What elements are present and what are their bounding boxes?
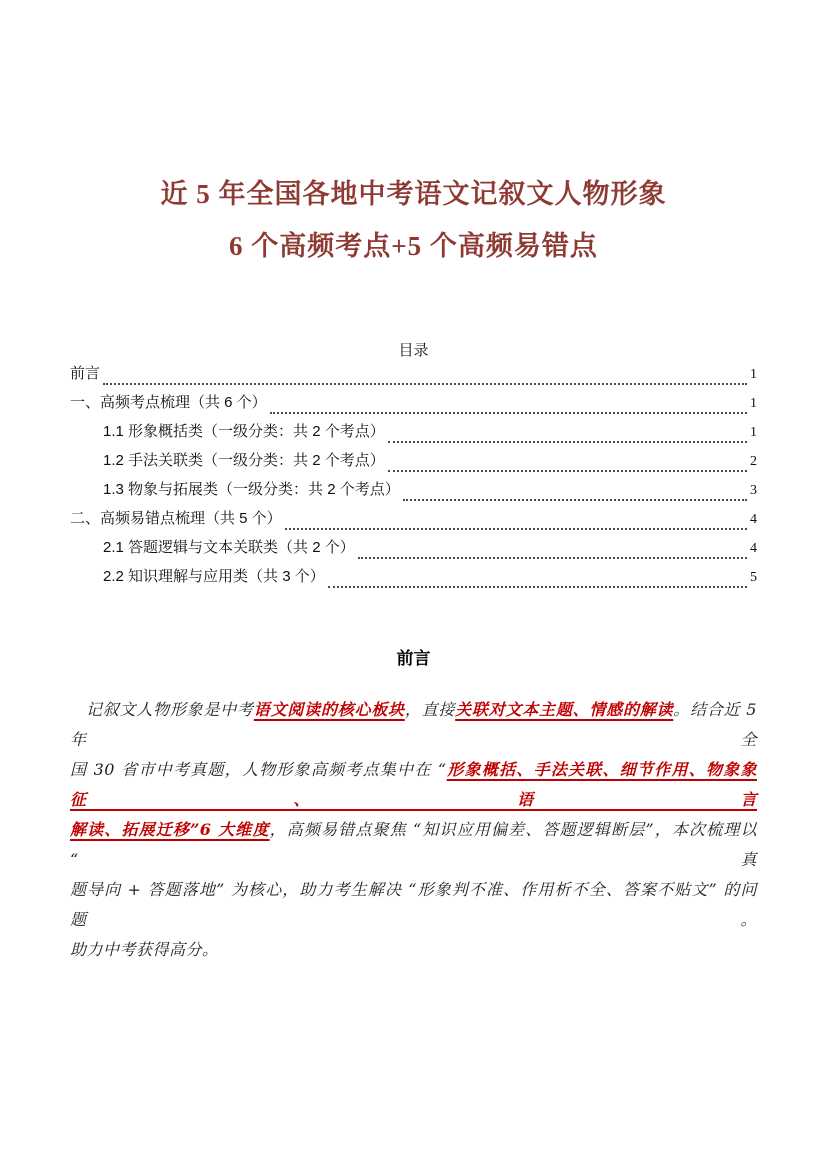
toc-page-number: 1 (750, 367, 757, 382)
toc-entry[interactable] (70, 362, 757, 391)
toc-dot-leader (328, 586, 747, 588)
toc-page-number: 1 (750, 425, 757, 440)
toc-dot-leader (358, 557, 747, 559)
toc-dot-leader (388, 470, 747, 472)
toc-entry[interactable] (70, 420, 757, 449)
toc-entry[interactable] (70, 565, 757, 594)
preface-text-segment: ，直接 (404, 700, 456, 719)
preface-line (70, 695, 757, 755)
preface-line (70, 875, 757, 935)
toc-entry-label: 1.2 手法关联类（一级分类：共 2 个考点） (103, 452, 385, 469)
toc-page-number: 1 (750, 396, 757, 411)
preface-text-segment: 国 30 省市中考真题，人物形象高频考点集中在 “ (70, 760, 447, 779)
toc-dot-leader (388, 441, 747, 443)
toc-page-number: 2 (750, 454, 757, 469)
toc-entry[interactable] (70, 478, 757, 507)
preface-text-segment: 助力中考获得高分。 (70, 940, 219, 959)
preface-text-segment: ，高频易错点聚焦 “知识应用偏差、答题逻辑断层”，本次梳理以 “真 (70, 820, 757, 869)
toc-heading: 目录 (398, 342, 429, 359)
preface-body (70, 695, 757, 965)
toc-page-number: 5 (750, 570, 757, 585)
toc-page-number: 4 (750, 541, 757, 556)
toc-entry[interactable] (70, 449, 757, 478)
toc-entry-label: 前言 (70, 365, 101, 382)
document-title-line2: 6 个高频考点+5 个高频易错点 (229, 231, 598, 261)
preface-text-segment: 题导向 + 答题落地” 为核心，助力考生解决 “形象判不准、作用析不全、答案不贴文” 的问题。 (70, 880, 757, 929)
preface-emphasis-segment: 语文阅读的核心板块 (253, 700, 405, 719)
document-title (70, 168, 757, 272)
preface-heading: 前言 (396, 649, 431, 668)
preface-emphasis-segment: 解读、拓展迁移”6 大维度 (70, 820, 270, 839)
toc-entry[interactable] (70, 391, 757, 420)
preface-line (70, 755, 757, 815)
toc-dot-leader (103, 383, 747, 385)
toc-entry-label: 1.1 形象概括类（一级分类：共 2 个考点） (103, 423, 385, 440)
toc-page-number: 4 (750, 512, 757, 527)
preface-emphasis-segment: 形象概括、手法关联、细节作用、物象象征、语言 (70, 760, 757, 809)
toc-dot-leader (270, 412, 747, 414)
document-title-line1: 近 5 年全国各地中考语文记叙文人物形象 (160, 179, 667, 209)
preface-line (70, 935, 757, 965)
toc-entry-label: 二、高频易错点梳理（共 5 个） (70, 510, 282, 527)
preface-emphasis-segment: 关联对文本主题、情感的解读 (455, 700, 674, 719)
toc-entry-label: 一、高频考点梳理（共 6 个） (70, 394, 267, 411)
toc-entry[interactable] (70, 536, 757, 565)
toc-dot-leader (285, 528, 747, 530)
preface-text-segment: 。结合近 5 年全 (70, 700, 757, 749)
toc-page-number: 3 (750, 483, 757, 498)
preface-line (70, 815, 757, 875)
toc-entry[interactable] (70, 507, 757, 536)
toc-entry-label: 2.1 答题逻辑与文本关联类（共 2 个） (103, 539, 355, 556)
preface-text-segment: 记叙文人物形象是中考 (86, 700, 254, 719)
toc-dot-leader (403, 499, 747, 501)
toc-entry-label: 1.3 物象与拓展类（一级分类：共 2 个考点） (103, 481, 400, 498)
toc-entry-label: 2.2 知识理解与应用类（共 3 个） (103, 568, 325, 585)
toc-list (70, 362, 757, 594)
